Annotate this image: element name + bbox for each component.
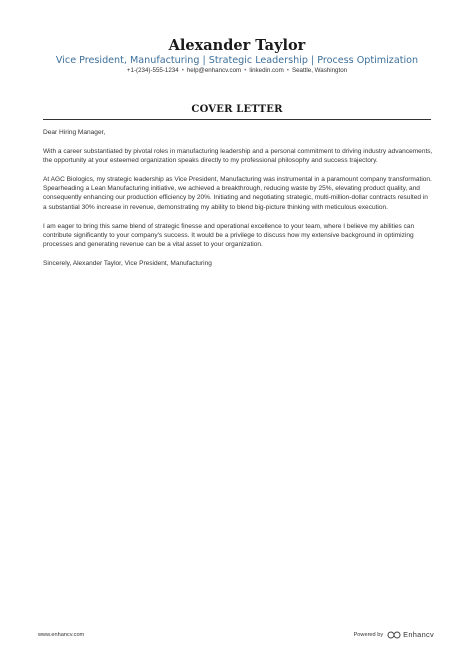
contact-location: Seattle, Washington xyxy=(291,67,348,74)
footer-powered-by xyxy=(354,630,434,639)
footer-website: www.enhancv.com xyxy=(38,632,85,638)
enhancv-logo-icon xyxy=(387,631,401,639)
letter-paragraph: I am eager to bring this same blend of strategic finesse and operational excellence to your team, where I believe my abilities can contribute significantly to your company's success. It would be a privilege to discuss how my extensive background in optimizing processes and generating revenue can be a vital asset to your organization. xyxy=(43,222,415,249)
letter-paragraph: At AGC Biologics, my strategic leadership as Vice President, Manufacturing was instrumental in a paramount company transformation. Spearheading a Lean Manufacturing initiative, we achieved a breakthrough, reducing waste by 25%, elevating product quality, and consequently enhancing our production efficiency by 20%. Initiating and negotiating strategic, multi-million-dollar contracts resulted in a substantial 30% increase in revenue, demonstrating my ability to blend big-picture thinking with meticulous execution. xyxy=(43,175,432,211)
contact-email: help@enhancv.com xyxy=(186,67,242,74)
contact-separator: • xyxy=(181,67,184,74)
letter-paragraph: With a career substantiated by pivotal roles in manufacturing leadership and a personal commitment to driving industry advancements, the opportunity at your esteemed organization speaks directly to my professional philosophy and success trajectory. xyxy=(43,147,433,165)
section-divider xyxy=(43,119,431,120)
contact-linkedin: linkedin.com xyxy=(249,67,284,74)
letter-body xyxy=(43,128,433,278)
contact-line xyxy=(0,66,474,75)
contact-separator: • xyxy=(244,67,247,74)
letter-salutation: Dear Hiring Manager, xyxy=(43,129,106,136)
candidate-name: Alexander Taylor xyxy=(168,37,306,54)
candidate-title: Vice President, Manufacturing | Strategic Leadership | Process Optimization xyxy=(55,55,419,66)
enhancv-brand: Enhancv xyxy=(403,630,434,639)
contact-phone: +1-(234)-555-1234 xyxy=(126,67,179,74)
contact-separator: • xyxy=(286,67,289,74)
letter-closing: Sincerely, Alexander Taylor, Vice President, Manufacturing xyxy=(43,259,212,267)
powered-by-label: Powered by xyxy=(353,631,384,638)
section-heading: COVER LETTER xyxy=(191,104,283,115)
